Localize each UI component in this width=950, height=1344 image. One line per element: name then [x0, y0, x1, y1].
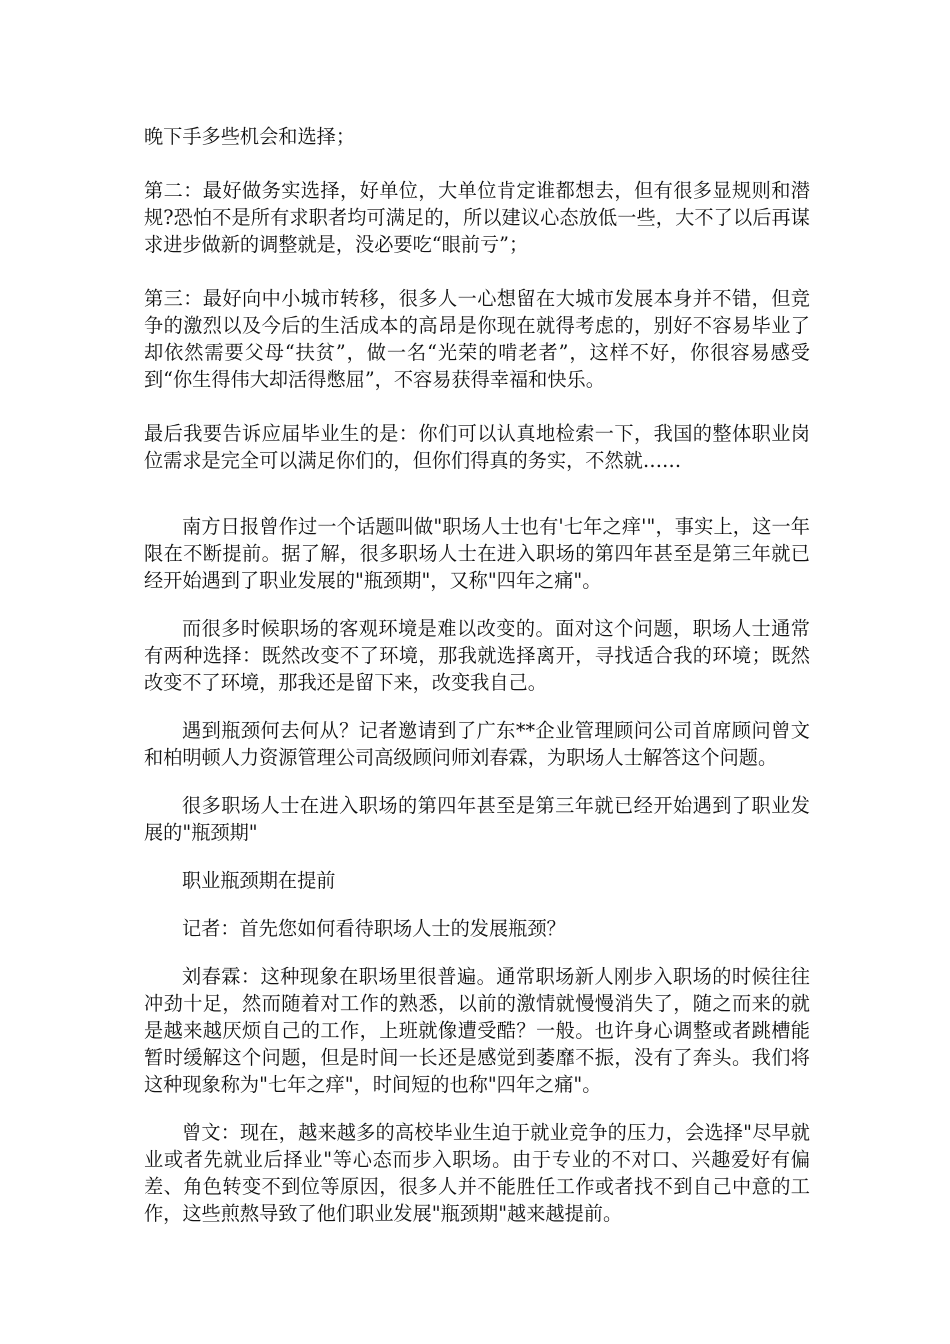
paragraph-zeng-answer: 曾文：现在，越来越多的高校毕业生迫于就业竞争的压力，会选择"尽早就业或者先就业后择业"等心态而步入职场。由于专业的不对口、兴趣爱好有偏差、角色转变不到位等原因，很多人并不能胜任工作或者找不到自己中意的工作，这些煎熬导致了他们职业发展"瓶颈期"越来越提前。 [144, 1121, 810, 1225]
paragraph-reporter-question: 记者：首先您如何看待职场人士的发展瓶颈？ [182, 917, 566, 940]
paragraph-two-choices: 而很多时候职场的客观环境是难以改变的。面对这个问题，职场人士通常有两种选择：既然改变不了环境，那我就选择离开，寻找适合我的环境；既然改变不了环境，那我还是留下来，改变我自己。 [144, 617, 810, 694]
career-advice-section [144, 123, 810, 501]
paragraph-second-point: 第二：最好做务实选择，好单位，大单位肯定谁都想去，但有很多显规则和潜规?恐怕不是所有求职者均可满足的，所以建议心态放低一些，大不了以后再谋求进步做新的调整就是，没必要吃“眼前亏”； [144, 179, 810, 256]
paragraph-liu-answer: 刘春霖：这种现象在职场里很普遍。通常职场新人刚步入职场的时候往往冲劲十足，然而随着对工作的熟悉，以前的激情就慢慢消失了，随之而来的就是越来越厌烦自己的工作，上班就像遭受酷？一般。也许身心调整或者跳槽能暂时缓解这个问题，但是时间一长还是感觉到萎靡不振，没有了奔头。我们将这种现象称为"七年之痒"，时间短的也称"四年之痛"。 [144, 965, 810, 1096]
section-heading: 职业瓶颈期在提前 [182, 869, 336, 892]
paragraph-opening-fragment: 晚下手多些机会和选择； [144, 125, 356, 148]
paragraph-intro: 南方日报曾作过一个话题叫做"职场人士也有'七年之痒'"，事实上，这一年限在不断提前。据了解，很多职场人士在进入职场的第四年甚至是第三年就已经开始遇到了职业发展的"瓶颈期"，又称"四年之痛"。 [144, 515, 810, 592]
paragraph-bottleneck-summary: 很多职场人士在进入职场的第四年甚至是第三年就已经开始遇到了职业发展的"瓶颈期" [144, 794, 810, 844]
paragraph-third-point: 第三：最好向中小城市转移，很多人一心想留在大城市发展本身并不错，但竞争的激烈以及今后的生活成本的高昂是你现在就得考虑的，别好不容易毕业了却依然需要父母“扶贫”，做一名“光荣的啃老者”，这样不好，你很容易感受到“你生得伟大却活得憋屈”，不容易获得幸福和快乐。 [144, 287, 810, 391]
career-bottleneck-article [144, 513, 810, 1248]
paragraph-experts: 遇到瓶颈何去何从？记者邀请到了广东**企业管理顾问公司首席顾问曾文和柏明顿人力资源管理公司高级顾问师刘春霖，为职场人士解答这个问题。 [144, 719, 810, 769]
paragraph-closing-advice: 最后我要告诉应届毕业生的是：你们可以认真地检索一下，我国的整体职业岗位需求是完全可以满足你们的，但你们得真的务实，不然就…… [144, 422, 810, 472]
